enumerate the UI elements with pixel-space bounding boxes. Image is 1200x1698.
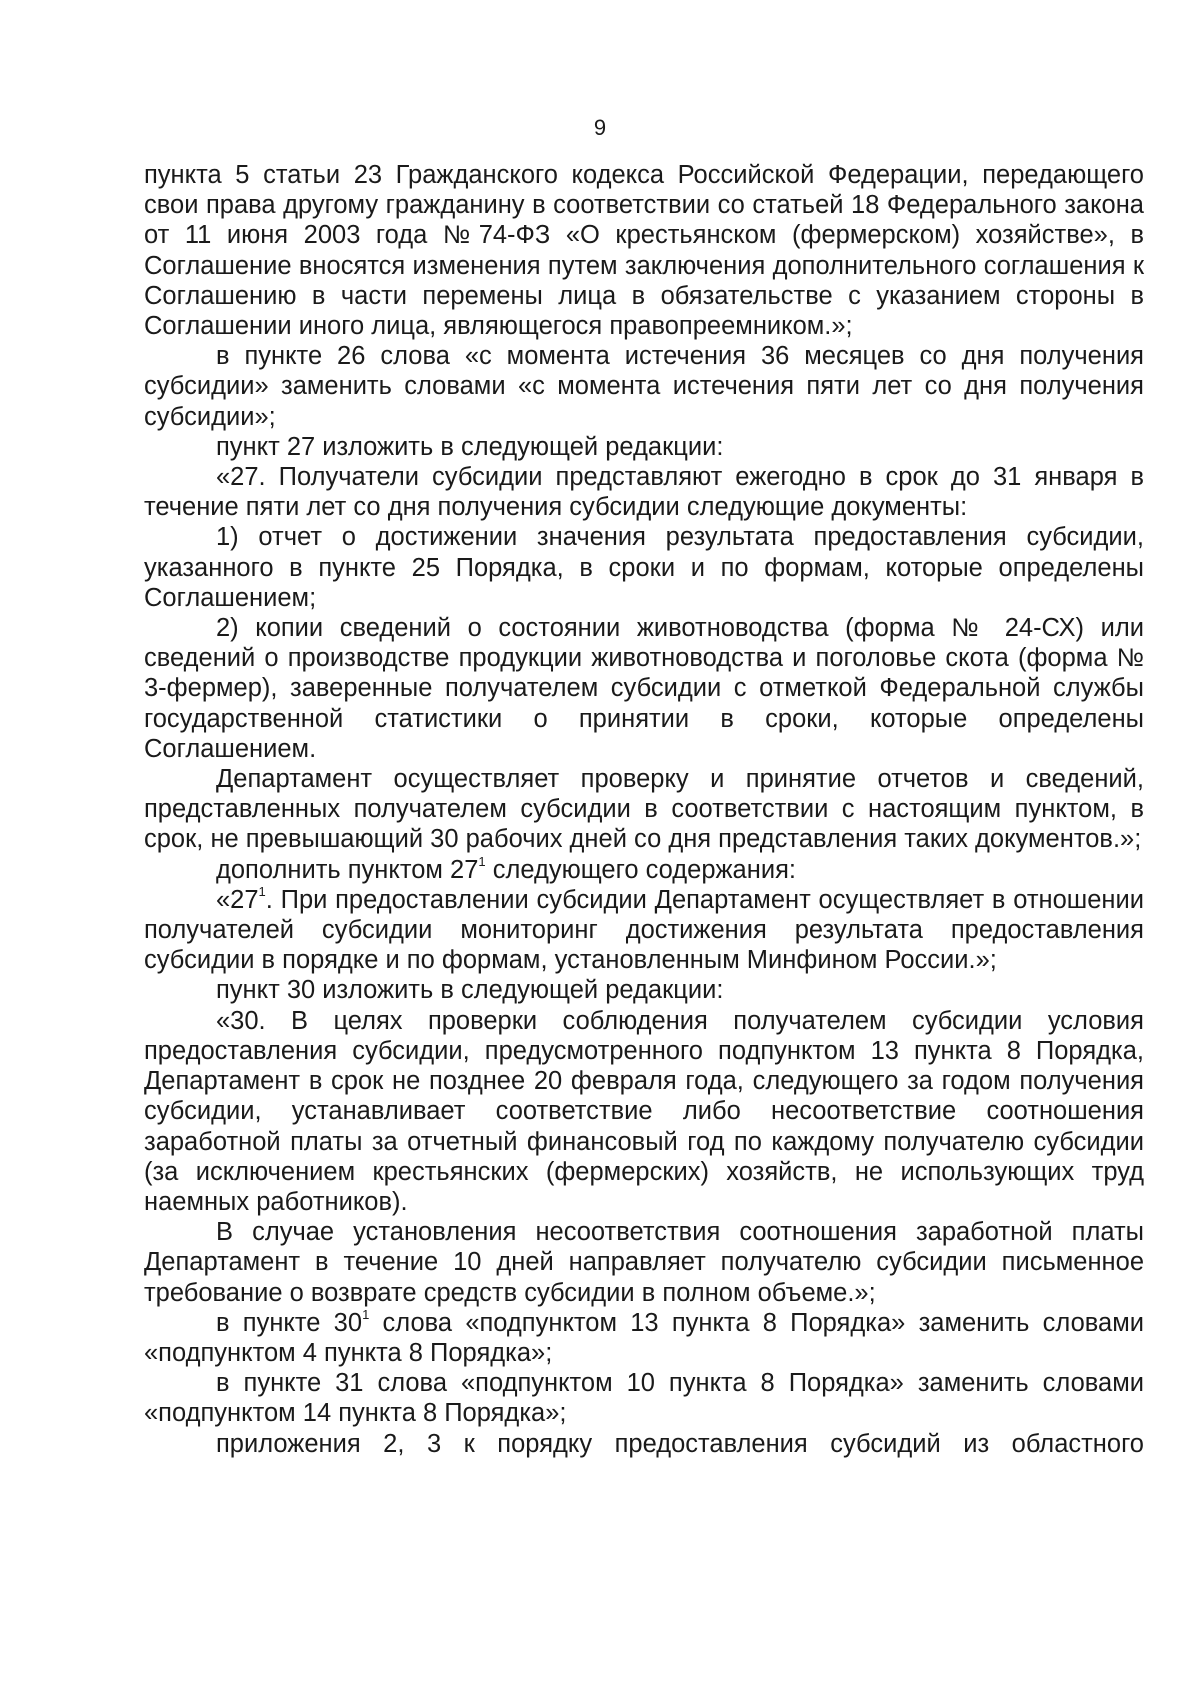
paragraph-item-27-1-text: [144, 885, 1144, 976]
paragraph-item-30-1: [144, 1308, 1144, 1368]
paragraph-item-30-text: «30. В целях проверки соблюдения получателем субсидии условия предоставления субсидии, предусмотренного подпунктом 13 пункта 8 Порядка, Департамент в срок не позднее 20 февраля года, следующего за годом получения субсидии, устанавливает соответствие либо несоответствие соотношения заработной платы за отчетный финансовый год по каждому получателю субсидии (за исключением крестьянских (фермерских) хозяйств, не использующих труд наемных работников).: [144, 1006, 1144, 1216]
paragraph-department-check: Департамент осуществляет проверку и принятие отчетов и сведений, представленных получателем субсидии в соответствии с настоящим пунктом, в срок, не превышающий 30 рабочих дней со дня представления таких документов.»;: [144, 765, 1144, 854]
document-body: [144, 160, 1144, 1459]
paragraph-add-27-1: [144, 855, 1144, 885]
text-fragment: дополнить пунктом 27: [216, 855, 479, 884]
paragraph-item-27-text: «27. Получатели субсидии представляют ежегодно в срок до 31 января в течение пяти лет со дня получения субсидии следующие документы:: [144, 463, 1144, 522]
page-number: 9: [593, 115, 607, 140]
text-fragment: слова «подпунктом 13 пункта 8 Порядка» заменить словами «подпунктом 4 пункта 8 Порядка»;: [144, 1308, 1145, 1367]
superscript: 1: [478, 853, 486, 869]
text-fragment: следующего содержания:: [485, 855, 796, 884]
text-fragment: в пункте 30: [216, 1308, 363, 1337]
superscript: 1: [258, 883, 266, 899]
paragraph-continuation: пункта 5 статьи 23 Гражданского кодекса Российской Федерации, передающего свои права другому гражданину в соответствии со статьей 18 Федерального закона от 11 июня 2003 года №74-ФЗ «О крестьянском (фермерском) хозяйстве», в Соглашение вносятся изменения путем заключения дополнительного соглашения к Соглашению в части перемены лица в обязательстве с указанием стороны в Соглашении иного лица, являющегося правопреемником.»;: [144, 161, 1144, 341]
text-fragment: «27: [216, 885, 259, 914]
paragraph-item-31: в пункте 31 слова «подпунктом 10 пункта 8 Порядка» заменить словами «подпунктом 14 пункта 8 Порядка»;: [144, 1369, 1144, 1428]
superscript: 1: [362, 1306, 370, 1322]
paragraph-item-27-sub1: 1) отчет о достижении значения результата предоставления субсидии, указанного в пункте 25 Порядка, в сроки и по формам, которые определены Соглашением;: [144, 523, 1144, 612]
paragraph-item-26: в пункте 26 слова «с момента истечения 36 месяцев со дня получения субсидии» заменить словами «с момента истечения пяти лет со дня получения субсидии»;: [144, 342, 1144, 431]
paragraph-item-27-sub2: 2) копии сведений о состоянии животноводства (форма № 24-СХ) или сведений о производстве продукции животноводства и поголовье скота (форма № 3-фермер), заверенные получателем субсидии с отметкой Федеральной службы государственной статистики о принятии в сроки, которые определены Соглашением.: [144, 614, 1144, 763]
paragraph-appendices: приложения 2, 3 к порядку предоставления субсидий из областного: [216, 1429, 1144, 1458]
paragraph-item-27-intro: пункт 27 изложить в следующей редакции:: [216, 432, 724, 461]
text-fragment: . При предоставлении субсидии Департамент осуществляет в отношении получателей субсидии мониторинг достижения результата предоставления субсидии в порядке и по формам, установленным Минфином России.»;: [144, 885, 1144, 975]
paragraph-item-30-mismatch: В случае установления несоответствия соотношения заработной платы Департамент в течение 10 дней направляет получателю субсидии письменное требование о возврате средств субсидии в полном объеме.»;: [144, 1218, 1144, 1307]
paragraph-item-30-intro: пункт 30 изложить в следующей редакции:: [216, 976, 724, 1005]
